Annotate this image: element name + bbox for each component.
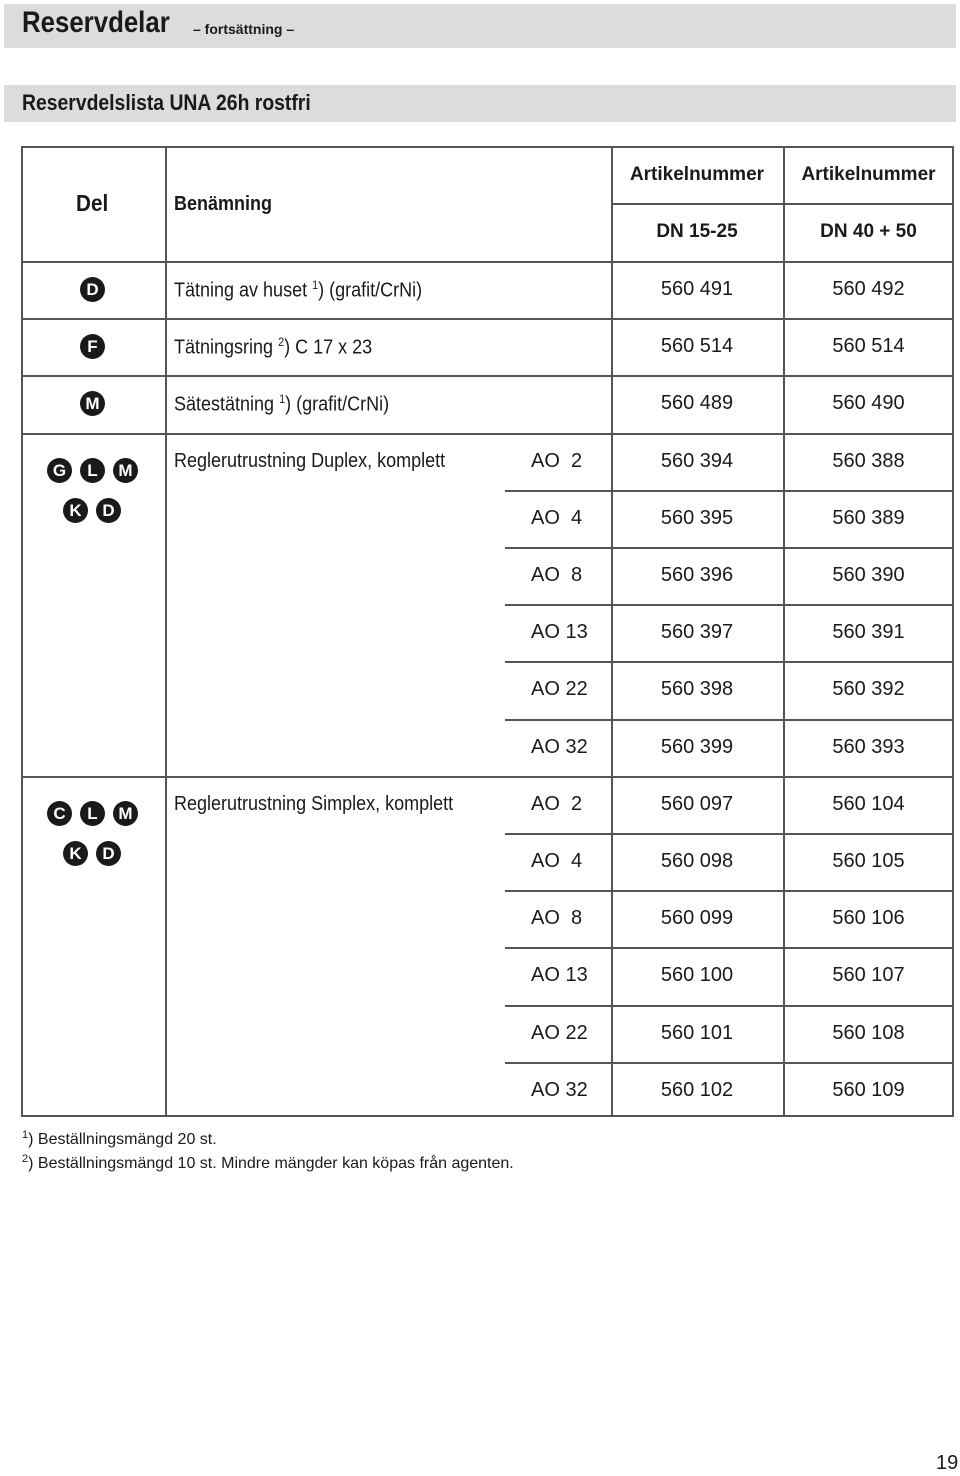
callout-badge-d: D	[80, 277, 105, 302]
footnote-mark: 2	[22, 1153, 29, 1165]
article-number-dn15-25: 560 514	[660, 335, 734, 358]
table-rule	[505, 719, 954, 721]
table-rule	[165, 775, 167, 1117]
part-name	[174, 278, 422, 303]
callout-badge-m: M	[113, 801, 138, 826]
article-number-dn40-50: 560 392	[832, 678, 905, 701]
table-rule	[505, 947, 954, 949]
ao-code: AO 8	[531, 564, 583, 586]
ao-code: AO 2	[531, 449, 583, 472]
article-number-dn40-50: 560 107	[832, 964, 905, 987]
article-number-dn15-25: 560 395	[660, 506, 734, 529]
table-rule	[21, 375, 954, 377]
ao-code: AO 22	[531, 678, 588, 701]
article-number-dn15-25: 560 398	[660, 678, 734, 701]
table-rule	[21, 433, 954, 435]
article-number-dn40-50: 560 108	[832, 1021, 905, 1044]
page-number: 19	[936, 1452, 959, 1474]
header-del: Del	[76, 190, 109, 216]
table-rule	[505, 1005, 954, 1007]
footnote-2	[22, 1155, 514, 1173]
footnote-mark: 1	[22, 1129, 29, 1141]
callout-badge-d: D	[96, 498, 121, 523]
footnote-1	[22, 1131, 217, 1149]
article-number-dn40-50: 560 388	[832, 449, 905, 472]
article-number-dn15-25: 560 394	[660, 449, 734, 472]
part-name	[174, 335, 372, 360]
assembly-name: Reglerutrustning Duplex, komplett	[174, 449, 446, 472]
part-name-text: Sätestätning	[174, 394, 280, 417]
section-title: Reservdelslista UNA 26h rostfri	[22, 90, 311, 115]
article-number-dn40-50: 560 106	[832, 907, 905, 930]
ao-code: AO 4	[531, 850, 583, 872]
article-number-dn40-50: 560 514	[832, 335, 905, 358]
article-number-dn15-25: 560 101	[660, 1021, 734, 1044]
footnote-ref: 1	[279, 392, 286, 407]
article-number-dn15-25: 560 099	[660, 907, 734, 930]
ao-code: AO 13	[531, 964, 588, 987]
article-number-dn15-25: 560 399	[660, 735, 734, 758]
article-number-dn15-25: 560 491	[660, 278, 734, 300]
article-number-dn40-50: 560 390	[832, 564, 905, 586]
article-number-dn40-50: 560 105	[832, 850, 905, 872]
header-artikelnummer-1: Artikelnummer	[629, 164, 765, 185]
footnote-ref: 1	[312, 278, 319, 292]
article-number-dn40-50: 560 109	[832, 1078, 905, 1101]
ao-code: AO 2	[531, 792, 583, 815]
article-number-dn40-50: 560 393	[832, 735, 905, 758]
ao-code: AO 8	[531, 907, 583, 930]
callout-badge-d: D	[96, 841, 121, 866]
ao-code: AO 13	[531, 621, 588, 644]
table-rule	[611, 203, 954, 205]
article-number-dn15-25: 560 397	[660, 621, 734, 644]
footnote-text: ) Beställningsmängd 10 st. Mindre mängder kan köpas från agenten.	[28, 1155, 514, 1172]
table-rule	[505, 661, 954, 663]
part-name-text: Tätning av huset	[174, 279, 313, 302]
header-dn-15-25: DN 15-25	[656, 221, 738, 242]
table-rule	[505, 890, 954, 892]
article-number-dn15-25: 560 102	[660, 1078, 734, 1101]
table-rule	[165, 146, 167, 775]
callout-badge-c: C	[47, 801, 72, 826]
part-name-text: Tätningsring	[174, 336, 279, 359]
article-number-dn40-50: 560 389	[832, 506, 905, 529]
table-rule	[21, 318, 954, 320]
callout-badge-m: M	[113, 458, 138, 483]
ao-code: AO 32	[531, 1078, 588, 1101]
callout-badge-g: G	[47, 458, 72, 483]
table-rule	[505, 490, 954, 492]
footnote-text: ) Beställningsmängd 20 st.	[28, 1131, 217, 1148]
header-benamning: Benämning	[174, 193, 273, 215]
article-number-dn40-50: 560 492	[832, 278, 905, 300]
footnote-ref: 2	[278, 335, 285, 350]
table-rule	[21, 261, 954, 263]
table-rule	[505, 547, 954, 549]
article-number-dn40-50: 560 104	[832, 792, 905, 815]
article-number-dn40-50: 560 391	[832, 621, 905, 644]
table-rule	[505, 604, 954, 606]
part-name-suffix: ) (grafit/CrNi)	[285, 394, 390, 417]
ao-code: AO 32	[531, 735, 588, 758]
table-rule	[505, 1062, 954, 1064]
article-number-dn15-25: 560 396	[660, 564, 734, 586]
callout-badge-k: K	[63, 841, 88, 866]
article-number-dn15-25: 560 489	[660, 392, 734, 415]
article-number-dn15-25: 560 100	[660, 964, 734, 987]
table-rule	[505, 833, 954, 835]
assembly-name: Reglerutrustning Simplex, komplett	[174, 792, 454, 815]
callout-badge-f: F	[80, 334, 105, 359]
callout-badge-l: L	[80, 458, 105, 483]
part-name-suffix: ) C 17 x 23	[284, 336, 373, 359]
page-subtitle: – fortsättning –	[193, 21, 295, 37]
article-number-dn15-25: 560 097	[660, 792, 734, 815]
article-number-dn15-25: 560 098	[660, 850, 734, 872]
header-artikelnummer-2: Artikelnummer	[801, 164, 936, 185]
part-name	[174, 392, 389, 417]
article-number-dn40-50: 560 490	[832, 392, 905, 415]
callout-badge-m: M	[80, 391, 105, 416]
part-name-suffix: ) (grafit/CrNi)	[318, 279, 423, 302]
table-rule	[21, 776, 954, 778]
page-title: Reservdelar	[22, 6, 170, 39]
ao-code: AO 22	[531, 1021, 588, 1044]
header-dn-40-50: DN 40 + 50	[820, 221, 917, 242]
callout-badge-l: L	[80, 801, 105, 826]
ao-code: AO 4	[531, 506, 583, 529]
callout-badge-k: K	[63, 498, 88, 523]
